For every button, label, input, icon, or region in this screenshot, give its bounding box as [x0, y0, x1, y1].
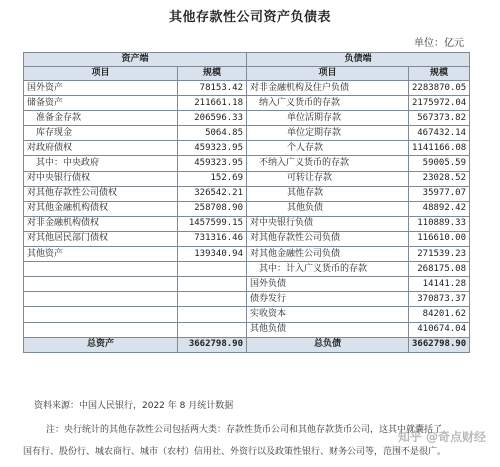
table-row	[24, 292, 470, 307]
liability-label: 对其他金融性公司负债	[247, 247, 409, 262]
asset-label: 其他资产	[24, 247, 178, 262]
liability-value: 2175972.04	[409, 96, 470, 111]
asset-value: 459323.95	[178, 156, 247, 171]
assets-scale-header: 规模	[178, 67, 247, 81]
liability-label: 可转让存款	[247, 171, 409, 186]
table-row	[24, 186, 470, 201]
table-row	[24, 216, 470, 231]
liability-label: 其他负债	[247, 201, 409, 216]
asset-value	[178, 307, 247, 322]
asset-label: 对中央银行债权	[24, 171, 178, 186]
liability-label: 个人存款	[247, 141, 409, 156]
table-row	[24, 126, 470, 141]
total-assets-label: 总资产	[24, 337, 178, 352]
asset-value: 211661.18	[178, 96, 247, 111]
asset-label	[24, 307, 178, 322]
liability-value: 14141.28	[409, 277, 470, 292]
asset-value: 152.69	[178, 171, 247, 186]
section-header-row	[24, 53, 470, 67]
liability-value: 1141166.08	[409, 141, 470, 156]
table-row	[24, 96, 470, 111]
liability-label: 其他负债	[247, 322, 409, 337]
table-row	[24, 141, 470, 156]
table-row	[24, 322, 470, 337]
liability-value: 116610.00	[409, 231, 470, 246]
table-row	[24, 262, 470, 277]
table-row	[24, 111, 470, 126]
liabilities-item-header: 项目	[247, 67, 409, 81]
liability-value: 567373.82	[409, 111, 470, 126]
assets-side-header: 资产端	[24, 53, 247, 67]
liability-label: 单位活期存款	[247, 111, 409, 126]
asset-value	[178, 292, 247, 307]
liabilities-side-header: 负债端	[247, 53, 470, 67]
asset-label	[24, 262, 178, 277]
source-note: 资料来源：中国人民银行，2022 年 8 月统计数据	[34, 401, 234, 411]
column-header-row	[24, 67, 470, 81]
asset-label: 其中：中央政府	[24, 156, 178, 171]
liability-label: 不纳入广义货币的存款	[247, 156, 409, 171]
liability-value: 35977.07	[409, 186, 470, 201]
asset-label: 储备资产	[24, 96, 178, 111]
table-row	[24, 231, 470, 246]
asset-label: 国外资产	[24, 81, 178, 96]
asset-label: 对非金融机构债权	[24, 216, 178, 231]
liability-value: 84201.62	[409, 307, 470, 322]
asset-label: 对其他金融机构债权	[24, 201, 178, 216]
asset-label: 库存现金	[24, 126, 178, 141]
table-row	[24, 81, 470, 96]
liability-label: 其中：计入广义货币的存款	[247, 262, 409, 277]
total-liabilities-label: 总负债	[247, 337, 409, 352]
liability-label: 对非金融机构及住户负债	[247, 81, 409, 96]
asset-value	[178, 277, 247, 292]
liability-value: 467432.14	[409, 126, 470, 141]
liability-value: 268175.08	[409, 262, 470, 277]
total-assets-value: 3662798.90	[178, 337, 247, 352]
table-row	[24, 201, 470, 216]
liability-label: 实收资本	[247, 307, 409, 322]
liability-label: 纳入广义货币的存款	[247, 96, 409, 111]
asset-label	[24, 322, 178, 337]
liability-value: 2283870.05	[409, 81, 470, 96]
asset-label	[24, 292, 178, 307]
liability-value: 59005.59	[409, 156, 470, 171]
asset-value: 459323.95	[178, 141, 247, 156]
liability-label: 对其他存款性公司负债	[247, 231, 409, 246]
asset-label: 对其他居民部门债权	[24, 231, 178, 246]
asset-label: 准备金存款	[24, 111, 178, 126]
table-row	[24, 307, 470, 322]
asset-value: 731316.46	[178, 231, 247, 246]
asset-value	[178, 322, 247, 337]
totals-row	[24, 337, 470, 352]
liability-value: 110889.33	[409, 216, 470, 231]
liability-label: 对中央银行负债	[247, 216, 409, 231]
asset-label: 对政府债权	[24, 141, 178, 156]
total-liabilities-value: 3662798.90	[409, 337, 470, 352]
asset-value: 206596.33	[178, 111, 247, 126]
table-row	[24, 277, 470, 292]
asset-label	[24, 277, 178, 292]
liability-value: 370873.37	[409, 292, 470, 307]
liability-value: 271539.23	[409, 247, 470, 262]
liability-label: 单位定期存款	[247, 126, 409, 141]
liabilities-scale-header: 规模	[409, 67, 470, 81]
asset-value	[178, 262, 247, 277]
liability-label: 国外负债	[247, 277, 409, 292]
table-row	[24, 171, 470, 186]
asset-value: 78153.42	[178, 81, 247, 96]
page-title: 其他存款性公司资产负债表	[168, 10, 331, 25]
asset-value: 258708.90	[178, 201, 247, 216]
liability-value: 23028.52	[409, 171, 470, 186]
footnote-line-1: 注：央行统计的其他存款性公司包括两大类：存款性货币公司和其他存款货币公司，这其中就囊括了	[46, 425, 443, 435]
watermark: 知乎 @奇点财经	[397, 430, 486, 444]
asset-label: 对其他存款性公司债权	[24, 186, 178, 201]
liability-label: 其他存款	[247, 186, 409, 201]
table-row	[24, 156, 470, 171]
table-row	[24, 247, 470, 262]
asset-value: 1457599.15	[178, 216, 247, 231]
liability-value: 48892.42	[409, 201, 470, 216]
asset-value: 139340.94	[178, 247, 247, 262]
asset-value: 5064.85	[178, 126, 247, 141]
footnote-line-2: 国有行、股份行、城农商行、城市（农村）信用社、外资行以及政策性银行、财务公司等，范围不是很广。	[23, 447, 447, 457]
liability-value: 410674.04	[409, 322, 470, 337]
assets-item-header: 项目	[24, 67, 178, 81]
unit-label: 单位：亿元	[414, 38, 464, 49]
asset-value: 326542.21	[178, 186, 247, 201]
balance-sheet-table	[23, 52, 470, 353]
liability-label: 债券发行	[247, 292, 409, 307]
